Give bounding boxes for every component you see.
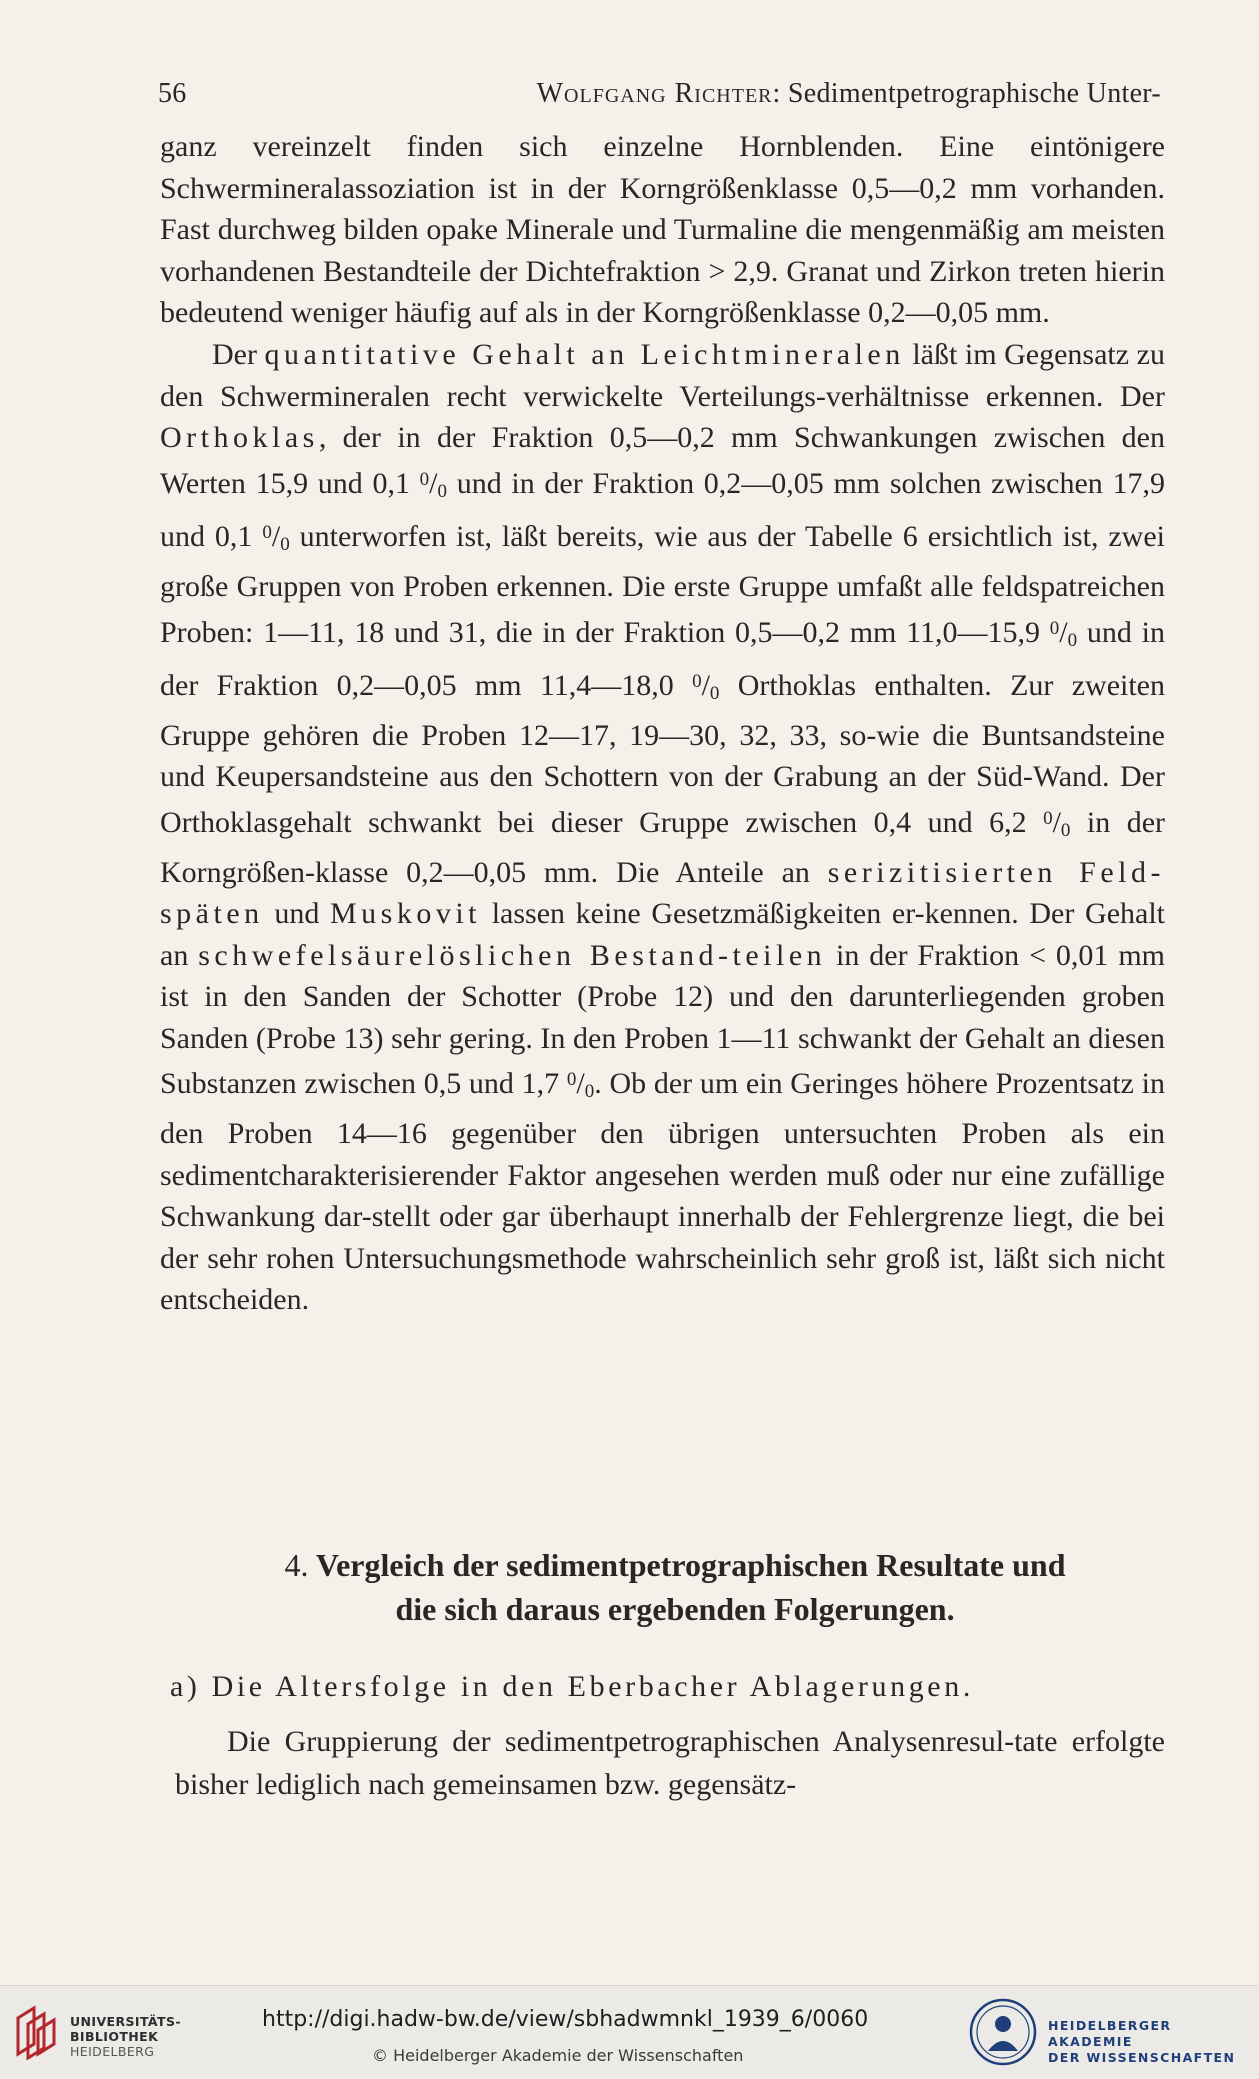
permalink-url[interactable]: http://digi.hadw-bw.de/view/sbhadwmnkl_1939_6/0060 bbox=[262, 2007, 869, 2032]
body-text bbox=[160, 126, 1165, 1321]
academy-name bbox=[1048, 2018, 1259, 2066]
section-heading-text-1: Vergleich der sedimentpetrographischen Resultate und bbox=[308, 1547, 1066, 1583]
author-name: Wolfgang Richter bbox=[536, 78, 773, 109]
running-header bbox=[158, 74, 1161, 114]
academy-seal-icon bbox=[968, 1997, 1038, 2067]
academy-line-2: DER WISSENSCHAFTEN bbox=[1048, 2050, 1236, 2065]
text-span: und in der Fraktion 0,2—0,05 mm solchen zwischen 17,9 und 0,1 bbox=[160, 466, 1165, 554]
emphasis-quantitative: quantitative Gehalt an Leichtmineralen bbox=[264, 337, 905, 371]
text-span: lassen keine Gesetzmäßigkeiten er-kennen. Der Gehalt an bbox=[160, 897, 1165, 972]
library-line-1: UNIVERSITÄTS- bbox=[70, 2014, 181, 2029]
percent-slash: / bbox=[1052, 805, 1061, 839]
page-number: 56 bbox=[158, 78, 187, 109]
text-span: . Ob der um ein Geringes höhere Prozentsatz in den Proben 14—16 gegenüber den übrigen untersuchten Proben als ein sedimentcharakterisierender Faktor angesehen werden muß oder nur eine zufällige Schwankung dar-stellt oder gar überhaupt innerhalb der Fehlergrenze liegt, die bei der sehr rohen Untersuchungsmethode wahrscheinlich sehr groß ist, läßt sich nicht entscheiden. bbox=[160, 1067, 1165, 1317]
percent-slash: / bbox=[576, 1067, 585, 1101]
digitization-footer bbox=[0, 1985, 1259, 2079]
percent-sup: 0 bbox=[692, 671, 702, 693]
library-line-3: HEIDELBERG bbox=[70, 2044, 155, 2059]
percent-sub: 0 bbox=[437, 480, 447, 502]
academy-line-1: HEIDELBERGER AKADEMIE bbox=[1048, 2018, 1172, 2049]
university-library-logo-icon bbox=[12, 2004, 64, 2060]
text-span: , der in der Fraktion 0,5—0,2 mm Schwankungen zwischen den Werten 15,9 und 0,1 bbox=[160, 421, 1165, 500]
text-span: in der Fraktion < 0,01 mm ist in den Sanden der Schotter (Probe 12) und den darunterliegenden groben Sanden (Probe 13) sehr gering. In den Proben 1—11 schwankt der Gehalt an diesen Substanzen zwischen 0,5 und 1,7 bbox=[160, 938, 1165, 1101]
text-span: Orthoklas enthalten. Zur zweiten Gruppe gehören die Proben 12—17, 19—30, 32, 33, so-wie die Buntsandsteine und Keupersandsteine aus den Schottern von der Grabung an der Süd-Wand. Der Orthoklasgehalt schwankt bei dieser Gruppe zwischen 0,4 und 6,2 bbox=[160, 669, 1165, 839]
text-span: in der Korngrößen-klasse 0,2—0,05 mm. Die Anteile an bbox=[160, 805, 1166, 889]
text-span: und bbox=[263, 897, 330, 931]
percent-sup: 0 bbox=[1043, 807, 1053, 829]
running-title bbox=[537, 74, 1161, 114]
percent-slash: / bbox=[429, 466, 438, 500]
paragraph-light-minerals bbox=[160, 334, 1165, 1321]
paragraph-grouping: Die Gruppierung der sedimentpetrographischen Analysenresul-tate erfolgte bisher lediglich nach gemeinsamen bzw. gegensätz- bbox=[175, 1725, 1165, 1801]
emphasis-muskovit: Muskovit bbox=[329, 897, 482, 931]
percent-sup: 0 bbox=[1049, 617, 1060, 639]
percent-sub: 0 bbox=[1067, 629, 1078, 651]
percent-slash: / bbox=[1059, 615, 1068, 649]
percent-sup: 0 bbox=[419, 468, 430, 490]
percent-sub: 0 bbox=[709, 683, 720, 705]
section-heading bbox=[190, 1543, 1160, 1631]
percent-sup: 0 bbox=[262, 522, 272, 544]
percent-sub: 0 bbox=[584, 1081, 595, 1103]
text-span: Der bbox=[212, 337, 265, 371]
section-heading-line-2: die sich daraus ergebenden Folgerungen. bbox=[395, 1591, 955, 1627]
copyright-notice: © Heidelberger Akademie der Wissenschaften bbox=[372, 2046, 744, 2065]
closing-text bbox=[175, 1720, 1165, 1806]
percent-sub: 0 bbox=[1060, 819, 1071, 841]
running-title-text: : Sedimentpetrographische Unter- bbox=[772, 78, 1161, 109]
university-library-name bbox=[70, 2014, 181, 2059]
percent-sub: 0 bbox=[280, 534, 290, 556]
emphasis-orthoklas: Orthoklas bbox=[160, 421, 319, 455]
section-number: 4. bbox=[284, 1547, 309, 1583]
library-line-2: BIBLIOTHEK bbox=[70, 2029, 159, 2044]
percent-slash: / bbox=[701, 669, 710, 703]
text-span: und in der Fraktion 0,2—0,05 mm 11,4—18,0 bbox=[160, 615, 1165, 703]
paragraph-heavy-minerals: ganz vereinzelt finden sich einzelne Hornblenden. Eine eintönigere Schwermineralassoziation ist in der Korngrößenklasse 0,5—0,2 mm vorhanden. Fast durchweg bilden opake Minerale und Turmaline die mengenmäßig am meisten vorhandenen Bestandteile der Dichtefraktion > 2,9. Granat und Zirkon treten hierin bedeutend weniger häufig auf als in der Korngrößenklasse 0,2—0,05 mm. bbox=[160, 130, 1165, 330]
text-span: unterworfen ist, läßt bereits, wie aus der Tabelle 6 ersichtlich ist, zwei große Gruppen von Proben erkennen. Die erste Gruppe umfaßt alle feldspatreichen Proben: 1—11, 18 und 31, die in der Fraktion 0,5—0,2 mm 11,0—15,9 bbox=[160, 520, 1165, 649]
percent-sup: 0 bbox=[566, 1069, 577, 1091]
subsection-heading: a) Die Altersfolge in den Eberbacher Ablagerungen. bbox=[170, 1670, 974, 1703]
section-heading-line-1 bbox=[190, 1543, 1160, 1587]
emphasis-bestandteilen: schwefelsäurelöslichen Bestand-teilen bbox=[198, 938, 827, 972]
emphasis-feldspaeten: serizitisierten Feld-späten bbox=[160, 855, 1165, 931]
text-span: läßt im Gegensatz zu den Schwermineralen recht verwickelte Verteilungs-verhältnisse erkennen. Der bbox=[160, 337, 1165, 413]
percent-slash: / bbox=[271, 520, 281, 554]
